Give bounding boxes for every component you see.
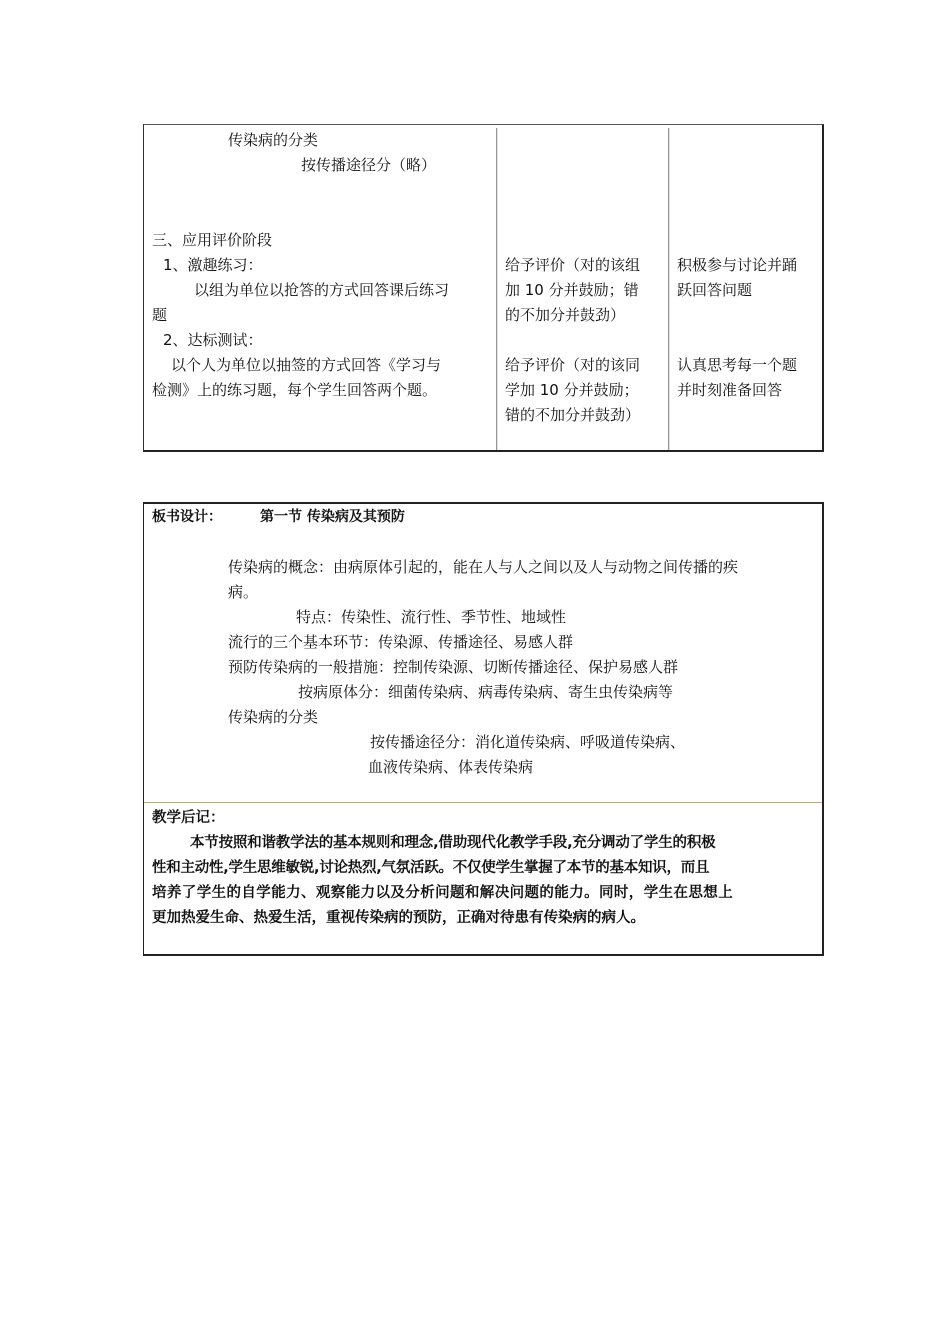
- practice-2-text-cont: 检测》上的练习题，每个学生回答两个题。: [152, 381, 438, 399]
- concept-line-1: 传染病的概念：由病原体引起的，能在人与人之间以及人与动物之间传播的疾: [228, 558, 739, 576]
- features-line: 特点：传染性、流行性、季节性、地域性: [296, 608, 567, 626]
- student-activity-1-l1: 积极参与讨论并踊: [677, 256, 798, 274]
- links-line: 流行的三个基本环节：传染源、传播途径、易感人群: [228, 633, 574, 651]
- student-activity-1-l2: 跃回答问题: [677, 281, 753, 299]
- teacher-eval-1-l2: 加 10 分并鼓励；错: [505, 281, 639, 299]
- by-route-line-2: 血液传染病、体表传染病: [368, 758, 534, 776]
- practice-1-text: 以组为单位以抢答的方式回答课后练习: [194, 281, 450, 299]
- teacher-eval-2-l3: 错的不加分并鼓劲）: [505, 406, 641, 424]
- measures-line: 预防传染病的一般措施：控制传染源、切断传播途径、保护易感人群: [228, 658, 679, 676]
- practice-2-text: 以个人为单位以抽签的方式回答《学习与: [171, 356, 442, 374]
- reflection-line-4: 更加热爱生命、热爱生活，重视传染病的预防，正确对待患有传染病的病人。: [152, 910, 645, 926]
- reflection-line-1: 本节按照和谐教学法的基本规则和理念,借助现代化教学手段,充分调动了学生的积极: [190, 835, 716, 851]
- by-pathogen-line: 按病原体分：细菌传染病、病毒传染病、寄生虫传染病等: [298, 683, 674, 701]
- column-divider-2: [668, 128, 669, 450]
- teacher-eval-1-l3: 的不加分并鼓劲）: [505, 306, 626, 324]
- teacher-eval-1-l1: 给予评价（对的该组: [505, 256, 641, 274]
- student-activity-2-l2: 并时刻准备回答: [677, 381, 783, 399]
- board-design-label: 板书设计：: [152, 509, 222, 525]
- classification-line: 传染病的分类: [228, 708, 319, 726]
- route-classification: 按传播途径分（略）: [301, 156, 437, 174]
- student-activity-2-l1: 认真思考每一个题: [677, 356, 798, 374]
- concept-line-2: 病。: [228, 583, 259, 601]
- column-divider-1: [496, 128, 497, 450]
- by-route-line-1: 按传播途径分：消化道传染病、呼吸道传染病、: [370, 733, 686, 751]
- teacher-eval-2-l2: 学加 10 分并鼓励；: [505, 381, 639, 399]
- reflection-line-2: 性和主动性,学生思维敏锐,讨论热烈,气氛活跃。不仅使学生掌握了本节的基本知识，而且: [152, 860, 710, 876]
- reflection-line-3: 培养了学生的自学能力、观察能力以及分析问题和解决问题的能力。同时，学生在思想上: [152, 885, 734, 901]
- stage-heading: 三、应用评价阶段: [152, 231, 273, 249]
- practice-1-text-cont: 题: [152, 306, 168, 324]
- teacher-eval-2-l1: 给予评价（对的该同: [505, 356, 641, 374]
- reflection-label: 教学后记：: [152, 810, 225, 826]
- section-divider: [144, 802, 822, 803]
- practice-1-title: 1、激趣练习：: [163, 256, 263, 274]
- classification-heading: 传染病的分类: [228, 131, 319, 149]
- practice-2-title: 2、达标测试：: [163, 331, 263, 349]
- board-design-title: 第一节 传染病及其预防: [260, 509, 405, 525]
